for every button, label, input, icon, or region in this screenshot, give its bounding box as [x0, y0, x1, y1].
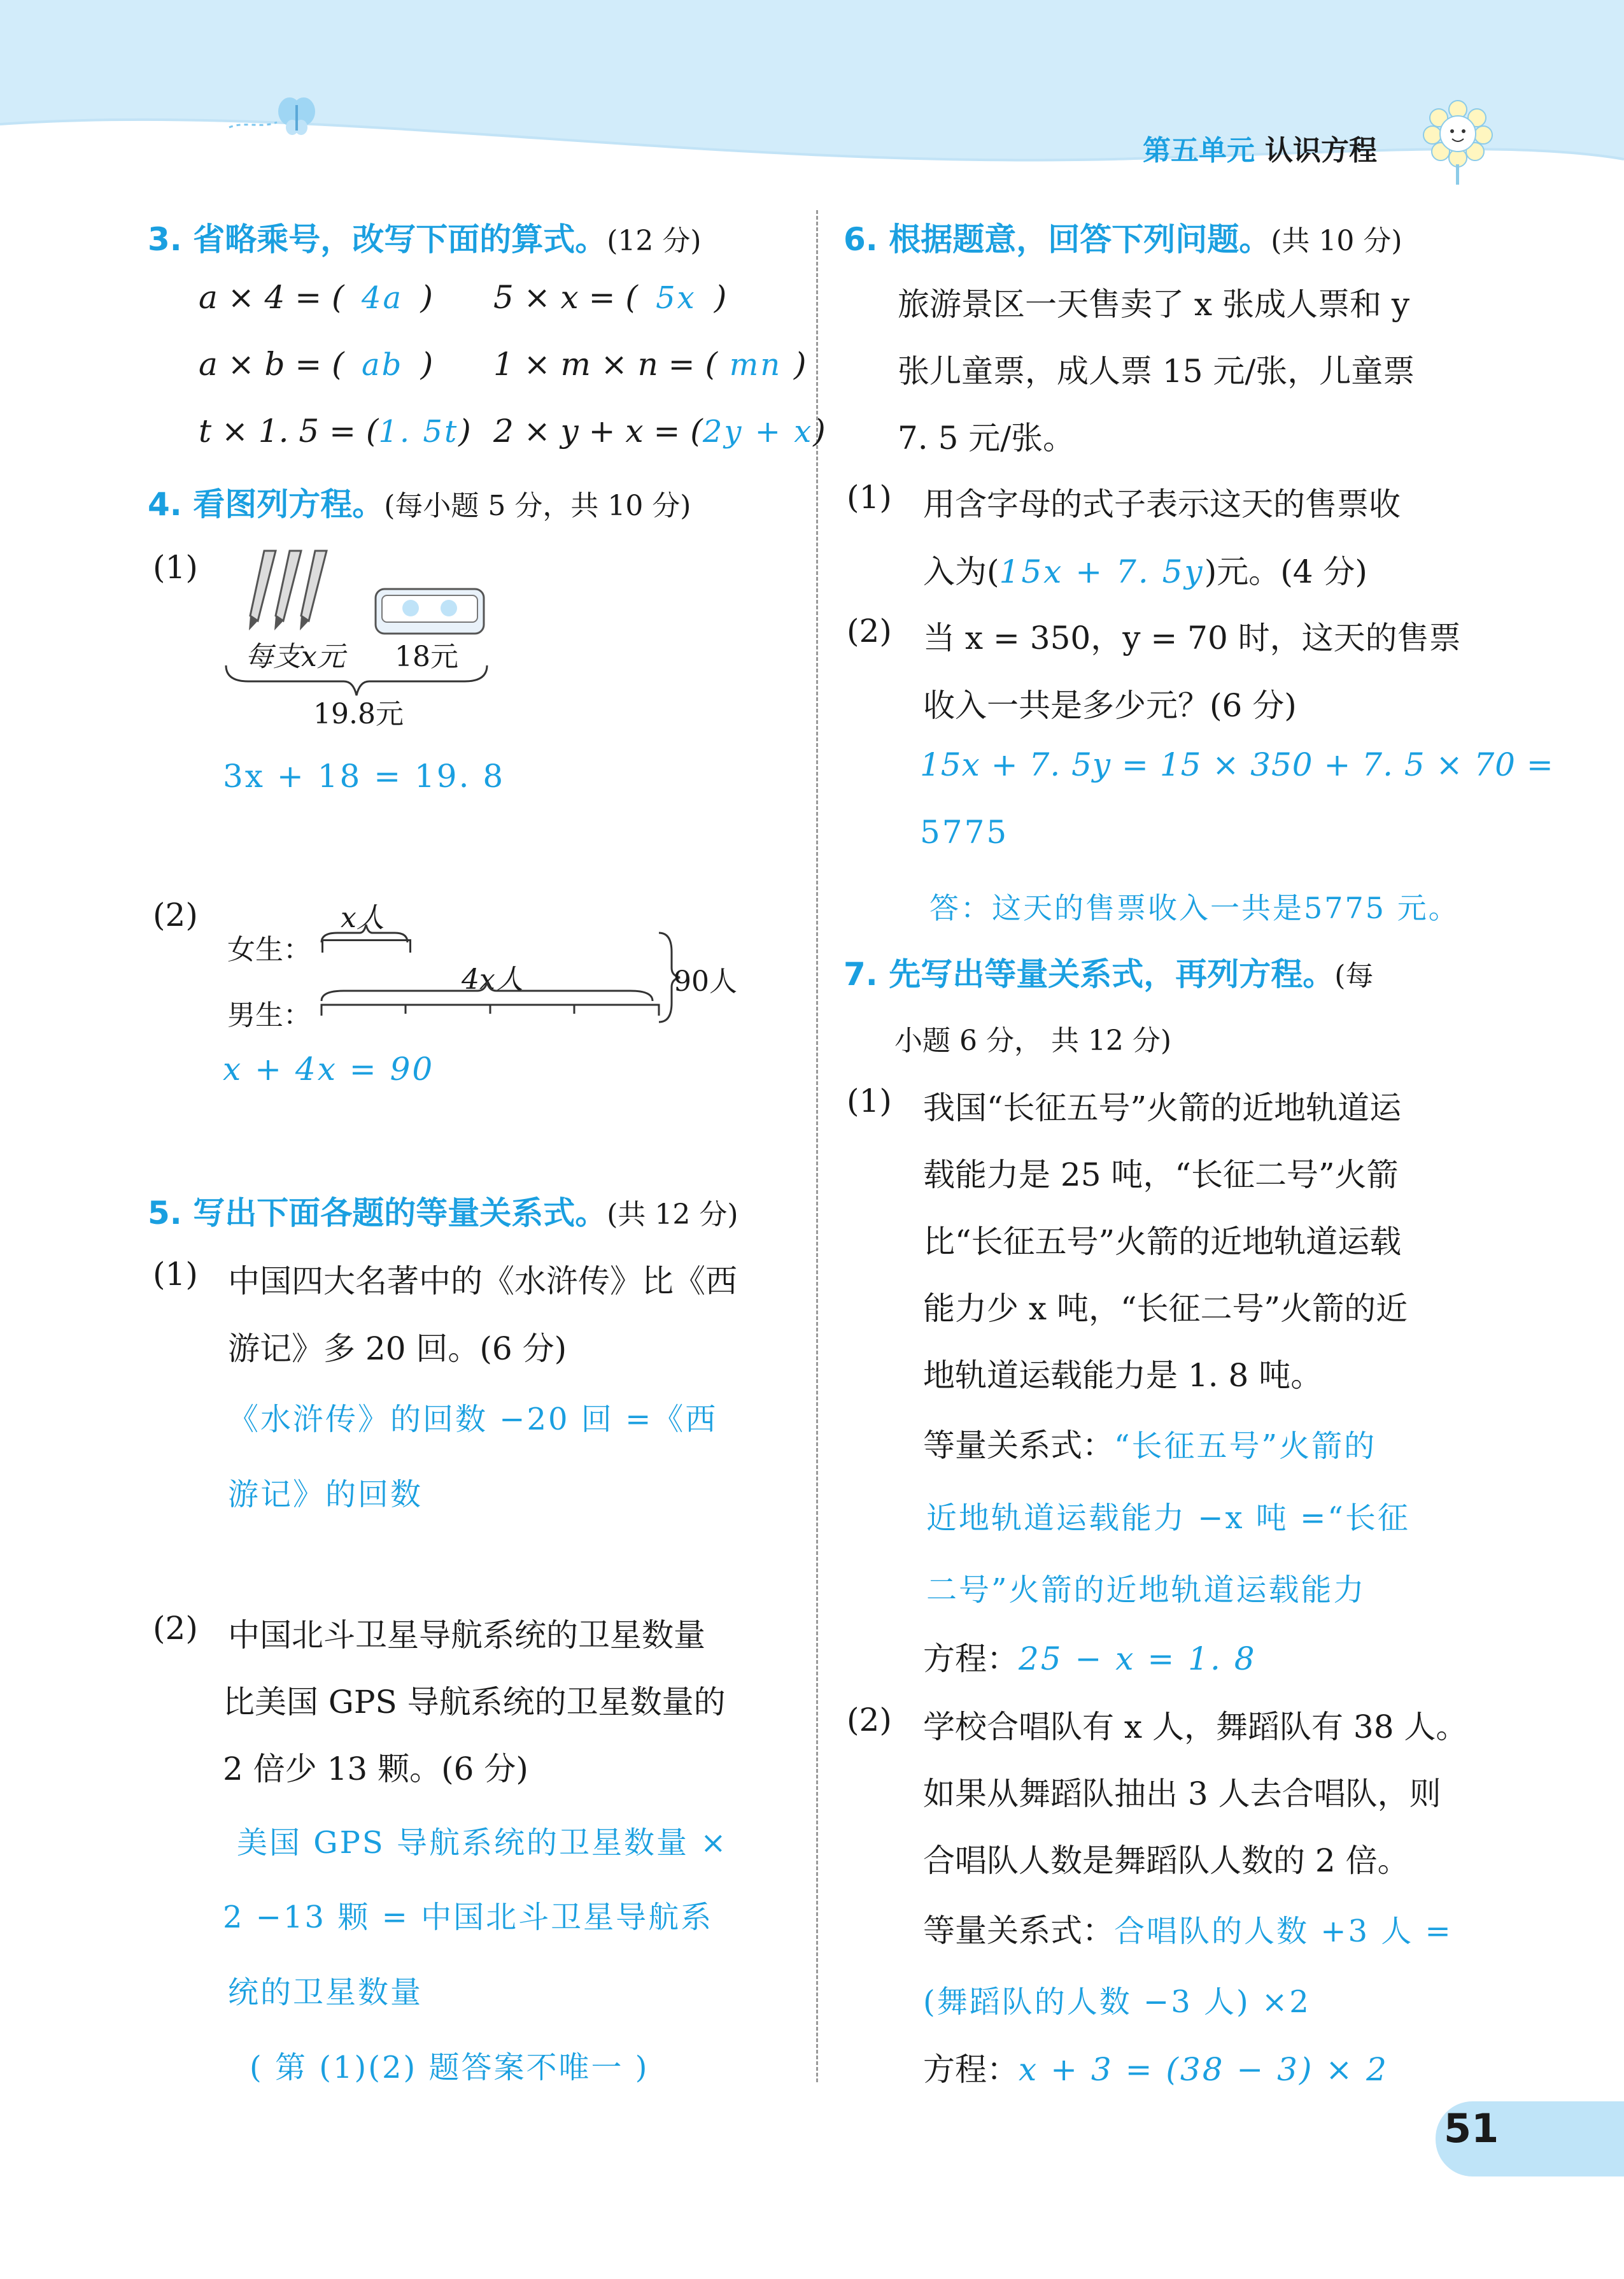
- q7-part1-equation: 25 − x = 1. 8: [1019, 1640, 1257, 1677]
- q5-part1-label: (1): [153, 1256, 198, 1293]
- q4-box-price: 18元: [395, 641, 458, 673]
- q3-answer-3: ab: [362, 347, 404, 383]
- q6-conclusion: 答：这天的售票收入一共是5775 元。: [929, 891, 1460, 925]
- q7-part2-equation: x + 3 = (38 − 3) × 2: [1019, 2051, 1388, 2088]
- q4-boys-bar: [318, 1000, 662, 1019]
- q5-answer-2-line3: 统的卫星数量: [228, 1975, 423, 2010]
- q6-part2-label: (2): [847, 613, 892, 650]
- q5-answer-1-line1: 《水浒传》的回数 −20 回 =《西: [228, 1402, 718, 1437]
- q3-note: (12 分): [607, 225, 702, 257]
- q7-part2-relation-2: (舞蹈队的人数 −3 人) ×2: [923, 1984, 1311, 2020]
- q6-title-text: 6. 根据题意，回答下列问题。: [844, 221, 1271, 258]
- q4-part2-label: (2): [153, 897, 198, 934]
- q4-title-text: 4. 看图列方程。: [148, 486, 385, 523]
- q7-part2-relation-1: 合唱队的人数 +3 人 =: [1114, 1913, 1453, 1949]
- q7-part1-equation-line: [923, 1633, 1257, 1679]
- unit-title: [1143, 127, 1377, 168]
- page-number: 51: [1444, 2105, 1499, 2152]
- q3-item-4: [493, 346, 807, 383]
- q5-title: [148, 1188, 738, 1233]
- q3-item-2: [493, 279, 726, 316]
- q7-part1-equation-label: 方程：: [923, 1640, 1019, 1677]
- q3-expr-6: 2 × y + x = (: [493, 413, 703, 450]
- q6-part2-text-2: 收入一共是多少元？(6 分): [923, 687, 1297, 724]
- q4-title: [148, 479, 691, 525]
- q7-part1-text-4: 能力少 x 吨，“长征二号”火箭的近: [923, 1290, 1408, 1327]
- q4-girls-value: x人: [341, 902, 385, 934]
- q7-note: (每: [1334, 960, 1374, 992]
- q6-title: [844, 214, 1402, 260]
- q6-answer-2-line2: 5775: [920, 814, 1009, 851]
- q6-part2-text-1: 当 x = 350，y = 70 时，这天的售票: [923, 620, 1461, 657]
- q4-total-price: 19.8元: [313, 698, 404, 730]
- q5-note: (共 12 分): [607, 1198, 738, 1231]
- q6-part1-label: (1): [847, 479, 892, 516]
- q3-close-3: ): [420, 346, 434, 383]
- q7-title-text: 7. 先写出等量关系式，再列方程。: [844, 956, 1335, 993]
- pencils-and-case-illustration: [245, 544, 487, 640]
- q7-part1-relation-line1: [923, 1420, 1376, 1466]
- q3-item-5: [199, 413, 471, 450]
- q7-part1-text-1: 我国“长征五号”火箭的近地轨道运: [923, 1090, 1402, 1126]
- q4-boys-value: 4x人: [462, 963, 523, 996]
- q3-answer-5: 1. 5t: [378, 414, 459, 450]
- unit-label: 第五单元: [1143, 134, 1255, 167]
- q5-part2-label: (2): [153, 1610, 198, 1647]
- q7-part1-text-3: 比“长征五号”火箭的近地轨道运载: [923, 1223, 1402, 1260]
- q3-answer-6: 2y + x: [702, 414, 814, 450]
- q6-text-2: 张儿童票，成人票 15 元/张，儿童票: [898, 353, 1415, 390]
- q7-part1-relation-3: 二号”火箭的近地轨道运载能力: [926, 1572, 1366, 1608]
- q6-note: (共 10 分): [1271, 225, 1402, 257]
- q3-close-5: ): [458, 413, 471, 450]
- q7-part2-text-1: 学校合唱队有 x 人，舞蹈队有 38 人。: [923, 1708, 1468, 1745]
- topic-label: 认识方程: [1265, 134, 1377, 167]
- q3-expr-3: a × b = (: [199, 346, 344, 383]
- q6-part1-text-b: [923, 546, 1367, 592]
- q5-answer-2-line1: 美国 GPS 导航系统的卫星数量 ×: [237, 1825, 728, 1861]
- q4-answer-2: x + 4x = 90: [223, 1051, 435, 1088]
- q3-expr-2: 5 × x = (: [493, 279, 638, 316]
- q7-part1-label: (1): [847, 1083, 892, 1119]
- q3-close-1: ): [420, 279, 434, 316]
- q6-part1-suffix: )元。(4 分): [1204, 553, 1367, 590]
- q3-answer-4: mn: [729, 347, 782, 383]
- q7-part2-relation-line1: [923, 1905, 1453, 1951]
- q4-total-people: 90人: [674, 965, 737, 998]
- q6-part1-text-a: 用含字母的式子表示这天的售票收: [923, 486, 1401, 523]
- q6-text-3: 7. 5 元/张。: [898, 420, 1075, 457]
- q3-title-text: 3. 省略乘号，改写下面的算式。: [148, 221, 607, 258]
- q6-answer-2-line1: 15x + 7. 5y = 15 × 350 + 7. 5 × 70 =: [920, 746, 1554, 783]
- q5-title-text: 5. 写出下面各题的等量关系式。: [148, 1195, 607, 1232]
- q5-answer-1-line2: 游记》的回数: [228, 1477, 423, 1512]
- q7-part1-text-2: 载能力是 25 吨，“长征二号”火箭: [923, 1156, 1399, 1193]
- q3-expr-1: a × 4 = (: [199, 279, 344, 316]
- q4-answer-1: 3x + 18 = 19. 8: [223, 758, 505, 795]
- q5-part2-text-1: 中国北斗卫星导航系统的卫星数量: [228, 1617, 705, 1654]
- q7-part2-equation-line: [923, 2044, 1388, 2090]
- q7-part1-relation-2: 近地轨道运载能力 −x 吨 =“长征: [926, 1500, 1410, 1536]
- q3-item-1: [199, 279, 433, 316]
- q4-boys-label: 男生：: [227, 999, 311, 1032]
- q3-answer-1: 4a: [361, 280, 404, 316]
- q6-part1-prefix: 入为(: [923, 553, 999, 590]
- q7-part2-text-2: 如果从舞蹈队抽出 3 人去合唱队，则: [923, 1775, 1441, 1812]
- q3-expr-5: t × 1. 5 = (: [199, 413, 379, 450]
- q4-part1-label: (1): [153, 549, 198, 586]
- butterfly-icon: [226, 83, 321, 140]
- q6-answer-1: 15x + 7. 5y: [999, 553, 1204, 590]
- q4-each-price: 每支x元: [245, 641, 345, 673]
- q3-item-6: [493, 413, 826, 450]
- q5-answer-2-line2: 2 −13 颗 = 中国北斗卫星导航系: [223, 1899, 714, 1935]
- q7-part2-text-3: 合唱队人数是舞蹈队人数的 2 倍。: [923, 1842, 1409, 1879]
- q4-note: (每小题 5 分，共 10 分): [384, 490, 691, 522]
- q5-part2-text-3: 2 倍少 13 颗。(6 分): [223, 1750, 528, 1787]
- q3-answer-2: 5x: [656, 280, 696, 316]
- q6-text-1: 旅游景区一天售卖了 x 张成人票和 y: [898, 286, 1410, 323]
- q5-part1-text-1: 中国四大名著中的《水浒传》比《西: [228, 1263, 737, 1300]
- q5-footnote: ( 第 (1)(2) 题答案不唯一 ): [250, 2050, 649, 2085]
- q3-item-3: [199, 346, 433, 383]
- q5-part2-text-2: 比美国 GPS 导航系统的卫星数量的: [223, 1684, 726, 1721]
- q7-part1-text-5: 地轨道运载能力是 1. 8 吨。: [923, 1357, 1323, 1394]
- q7-title: [844, 949, 1373, 995]
- q7-part2-label: (2): [847, 1701, 892, 1738]
- q3-title: [148, 214, 702, 260]
- q7-part1-relation-label: 等量关系式：: [923, 1427, 1114, 1464]
- q7-part2-equation-label: 方程：: [923, 2051, 1019, 2088]
- q3-close-4: ): [793, 346, 807, 383]
- q7-note-2: 小题 6 分， 共 12 分): [894, 1025, 1172, 1057]
- q3-close-2: ): [714, 279, 727, 316]
- q3-expr-4: 1 × m × n = (: [493, 346, 717, 383]
- q3-close-6: ): [813, 413, 826, 450]
- q7-part1-relation-1: “长征五号”火箭的: [1114, 1428, 1377, 1464]
- column-divider: [816, 210, 818, 2082]
- flower-icon: [1416, 96, 1499, 185]
- q4-girls-label: 女生：: [227, 934, 311, 966]
- q4-girls-bar: [321, 939, 411, 953]
- q5-part1-text-2: 游记》多 20 回。(6 分): [228, 1330, 567, 1367]
- q7-part2-relation-label: 等量关系式：: [923, 1912, 1114, 1949]
